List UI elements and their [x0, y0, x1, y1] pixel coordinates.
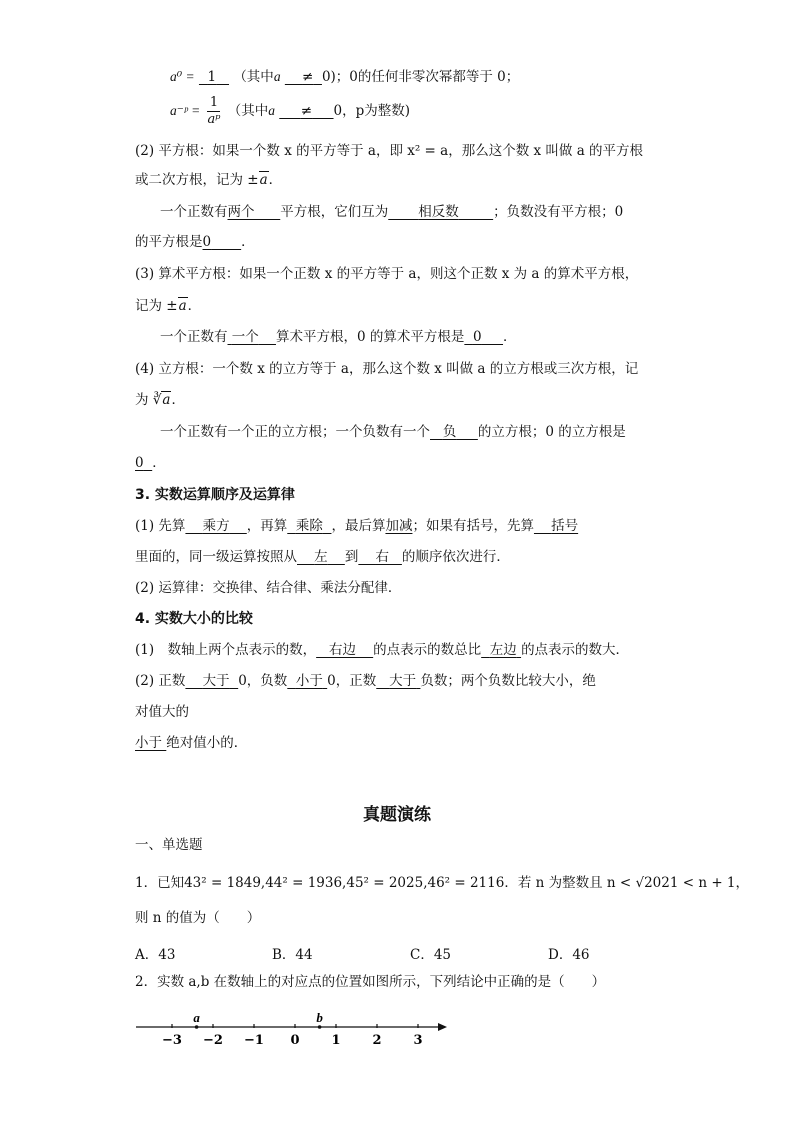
- arith-def-line1: (3) 算术平方根：如果一个正数 x 的平方等于 a，则这个正数 x 为 a 的算术平方根，: [135, 266, 639, 282]
- option-d[interactable]: D．46: [548, 947, 590, 963]
- answer-blank: 1: [207, 69, 217, 85]
- text: （其中: [233, 69, 274, 85]
- formula-lhs: a⁻ᵖ =: [170, 103, 201, 118]
- cube-def-line2: 为 ∛a．: [135, 392, 185, 408]
- sqrt-fill-line1: 一个正数有两个 平方根，它们互为 相反数 ；负数没有平方根；0: [160, 204, 624, 220]
- sec4-q2-line1: (2) 正数 大于 0，负数 小于 0，正数 大于 负数；两个负数比较大小，绝: [135, 673, 596, 689]
- number-line-label: 2: [372, 1033, 382, 1048]
- option-c[interactable]: C．45: [410, 947, 452, 963]
- fraction: $\frac{1}{\text{aᵖ}}$: [207, 95, 221, 127]
- formula-lhs: a⁰ =: [170, 69, 195, 84]
- radical: a: [259, 172, 268, 188]
- sqrt-def-line2: 或二次方根，记为 ±a．: [135, 172, 283, 188]
- sec3-q2: (2) 运算律：交换律、结合律、乘法分配律．: [135, 580, 402, 596]
- text: （其中: [227, 103, 269, 119]
- exercise-heading: 真题演练: [363, 805, 431, 825]
- section-4-title: 4. 实数大小的比较: [135, 611, 253, 627]
- point-b-label: b: [316, 1010, 323, 1025]
- answer-blank: 小于: [135, 735, 162, 751]
- point-a-label: a: [193, 1010, 200, 1025]
- sec4-q1: (1) 数轴上两个点表示的数， 右边 的点表示的数总比 左边 的点表示的数大．: [135, 642, 630, 658]
- number-line-label: −1: [244, 1033, 264, 1048]
- sec4-q2-line2: 对值大的: [135, 704, 189, 720]
- text: 0)；0的任何非零次幂都等于 0；: [321, 69, 520, 85]
- arith-fill-line: 一个正数有 一个 算术平方根，0 的算术平方根是 0 ．: [160, 329, 517, 345]
- sqrt-def-line1: (2) 平方根：如果一个数 x 的平方等于 a，即 x² = a，那么这个数 x 叫做 a 的平方根: [135, 143, 644, 159]
- negative-exponent-line: a⁻ᵖ = $\frac{1}{\text{aᵖ}}$ （其中a ≠ 0，p为整数): [170, 95, 411, 127]
- sec3-q1-line1: (1) 先算 乘方 ，再算 乘除 ，最后算加减；如果有括号，先算 括号: [135, 518, 579, 534]
- option-b[interactable]: B．44: [272, 947, 313, 963]
- number-line-label: −3: [162, 1033, 182, 1048]
- radical: a: [162, 392, 171, 408]
- option-a[interactable]: A．43: [135, 947, 176, 963]
- answer-blank: 乘方: [202, 518, 230, 534]
- answer-blank: 右边: [329, 642, 356, 658]
- answer-blank: 乘除: [295, 518, 323, 534]
- answer-blank: 加减: [385, 518, 413, 534]
- cube-fill-line2: 0 ．: [135, 455, 166, 471]
- answer-blank: 大于: [389, 673, 417, 689]
- answer-blank: 大于: [202, 673, 230, 689]
- radical: a: [178, 298, 187, 314]
- question-1-line1: 1．已知43² = 1849,44² = 1936,45² = 2025,46² = 2116．若 n 为整数且 n < √2021 < n + 1，: [135, 875, 750, 891]
- point-a: [195, 1025, 199, 1029]
- sec3-q1-line2: 里面的，同一级运算按照从 左 到 右 的顺序依次进行．: [135, 549, 510, 565]
- answer-blank: 一个: [231, 329, 259, 345]
- answer-blank: 0: [135, 455, 144, 471]
- section-3-title: 3. 实数运算顺序及运算律: [135, 487, 295, 503]
- answer-blank: 右: [375, 549, 390, 565]
- question-1-line2: 则 n 的值为（ ）: [135, 910, 261, 926]
- text: 0，p为整数): [333, 103, 411, 119]
- answer-blank: 两个: [227, 204, 255, 220]
- cube-def-line1: (4) 立方根：一个数 x 的立方等于 a，那么这个数 x 叫做 a 的立方根或三次方根，记: [135, 361, 639, 377]
- answer-blank: 负: [442, 424, 457, 440]
- number-line-label: −2: [203, 1033, 223, 1048]
- point-b: [318, 1025, 322, 1029]
- answer-blank: 左: [314, 549, 328, 565]
- arith-def-line2: 记为 ±a．: [135, 298, 202, 314]
- question-2: 2．实数 a,b 在数轴上的对应点的位置如图所示，下列结论中正确的是（ ）: [135, 974, 606, 990]
- answer-blank: 括号: [551, 518, 579, 534]
- number-line-label: 3: [413, 1033, 423, 1048]
- answer-blank: ≠: [300, 103, 313, 119]
- answer-blank: 小于: [295, 673, 323, 689]
- number-line: [130, 1010, 460, 1050]
- answer-blank: 相反数: [418, 204, 459, 220]
- answer-blank: 0: [472, 329, 482, 345]
- number-line-label: 1: [331, 1033, 341, 1048]
- answer-blank: 0: [202, 234, 212, 250]
- number-line-label: 0: [290, 1033, 300, 1048]
- sec4-q2-line3: 小于 绝对值小的．: [135, 735, 248, 751]
- zero-exponent-line: a⁰ = 1 （其中a ≠ 0)；0的任何非零次幂都等于 0；: [170, 69, 520, 85]
- answer-blank: 左边: [489, 642, 517, 658]
- cube-fill-line1: 一个正数有一个正的立方根；一个负数有一个 负 的立方根；0 的立方根是: [160, 424, 626, 440]
- number-line-arrow: [438, 1023, 447, 1031]
- sqrt-fill-line2: 的平方根是0 ．: [135, 234, 255, 250]
- part-label: 一、单选题: [135, 837, 203, 853]
- answer-blank: ≠: [302, 69, 314, 85]
